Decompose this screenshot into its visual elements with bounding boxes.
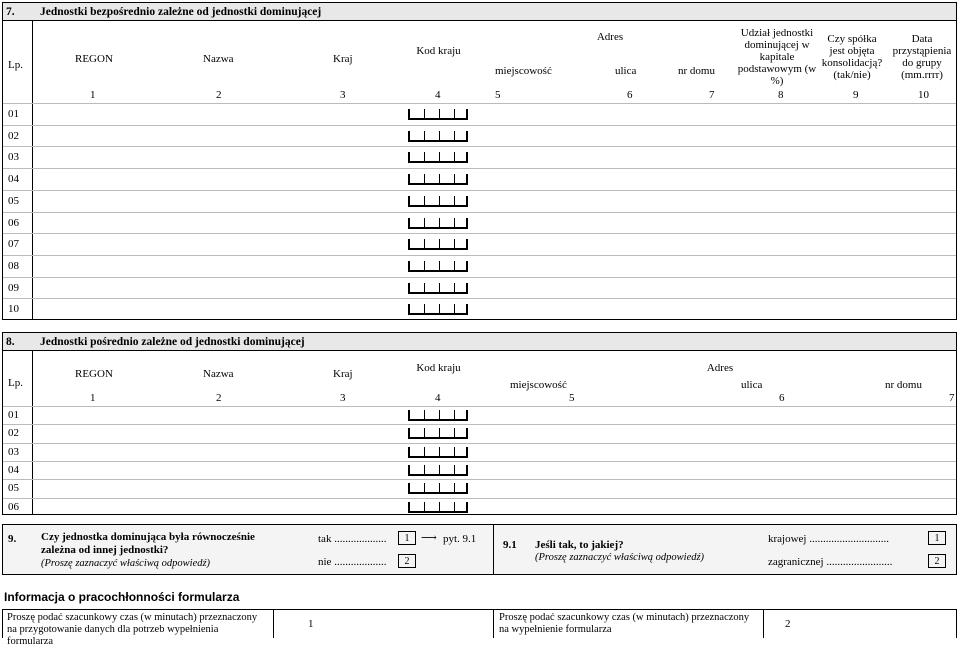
row-number: 01 xyxy=(8,409,19,421)
section-9 xyxy=(2,524,957,575)
miejscowosc-header: miejscowość xyxy=(495,65,552,77)
table-row xyxy=(3,233,956,256)
section-7-header xyxy=(3,3,956,21)
table-row xyxy=(3,103,956,126)
info-box xyxy=(2,609,957,647)
option-nie-label: nie ................... xyxy=(318,556,387,568)
section-8-number: 8. xyxy=(6,335,15,348)
option-zagranicznej-checkbox[interactable]: 2 xyxy=(928,554,946,568)
country-code-input[interactable] xyxy=(408,428,468,439)
country-code-input[interactable] xyxy=(408,483,468,494)
regon-header: REGON xyxy=(75,368,113,380)
country-code-input[interactable] xyxy=(408,304,468,315)
info-q2-input[interactable] xyxy=(799,610,957,638)
country-code-input[interactable] xyxy=(408,218,468,229)
data-header: Data przystąpienia do grupy (mm.rrrr) xyxy=(892,33,952,81)
table-row xyxy=(3,212,956,235)
ulica-header: ulica xyxy=(741,379,763,391)
row-number: 10 xyxy=(8,303,19,316)
info-question-2: Proszę podać szacunkowy czas (w minutach) przeznaczony na wypełnienie formularza xyxy=(499,612,750,635)
country-code-input[interactable] xyxy=(408,261,468,272)
section-9-number: 9. xyxy=(8,533,17,545)
info-q2-code: 2 xyxy=(785,618,791,630)
table-row xyxy=(3,298,956,321)
table-row xyxy=(3,125,956,148)
row-number: 07 xyxy=(8,238,19,251)
table-row xyxy=(3,406,956,425)
q91-hint: (Proszę zaznaczyć właściwą odpowiedź) xyxy=(535,552,705,563)
option-zagranicznej-label: zagranicznej ........................ xyxy=(768,556,893,568)
row-number: 06 xyxy=(8,500,19,513)
ulica-header: ulica xyxy=(615,65,637,77)
adres-header: Adres xyxy=(596,31,624,43)
kraj-header: Kraj xyxy=(333,368,353,380)
table-row xyxy=(3,255,956,278)
row-number: 05 xyxy=(8,482,19,495)
row-number: 06 xyxy=(8,216,19,229)
country-code-input[interactable] xyxy=(408,283,468,294)
country-code-input[interactable] xyxy=(408,502,468,513)
info-q1-code: 1 xyxy=(308,618,314,630)
arrow-right-icon: ⟶ xyxy=(421,532,437,544)
section-8 xyxy=(2,332,957,515)
info-title: Informacja o pracochłonności formularza xyxy=(4,590,240,604)
table-row xyxy=(3,443,956,462)
nr-domu-header: nr domu xyxy=(885,379,922,391)
kraj-header: Kraj xyxy=(333,53,353,65)
lp-header: Lp. xyxy=(8,59,23,71)
country-code-input[interactable] xyxy=(408,109,468,120)
kod-kraju-header: Kod kraju xyxy=(416,362,461,374)
kod-kraju-header: Kod kraju xyxy=(416,45,461,57)
section-8-title: Jednostki pośrednio zależne od jednostki dominującej xyxy=(40,335,305,348)
info-question-1: Proszę podać szacunkowy czas (w minutach) przeznaczony na przygotowanie danych dla potrzeb wypełnienia formularza xyxy=(7,612,258,647)
nazwa-header: Nazwa xyxy=(203,368,234,380)
option-tak-label: tak ................... xyxy=(318,533,387,545)
table-row xyxy=(3,146,956,169)
section-7-title: Jednostki bezpośrednio zależne od jednostki dominującej xyxy=(40,5,322,18)
table-row xyxy=(3,424,956,443)
section-7 xyxy=(2,2,957,320)
nazwa-header: Nazwa xyxy=(203,53,234,65)
option-tak-checkbox[interactable]: 1 xyxy=(398,531,416,545)
country-code-input[interactable] xyxy=(408,465,468,476)
table-row xyxy=(3,461,956,480)
section-9-hint: (Proszę zaznaczyć właściwą odpowiedź) xyxy=(41,558,211,569)
section-7-number: 7. xyxy=(6,5,15,18)
option-krajowej-checkbox[interactable]: 1 xyxy=(928,531,946,545)
q91-question: Jeśli tak, to jakiej? xyxy=(535,539,624,551)
column-numbers: 1 2 3 4 5 6 7 8 9 10 xyxy=(90,89,929,101)
table-row xyxy=(3,498,956,517)
goto-label: pyt. 9.1 xyxy=(443,533,477,545)
row-number: 08 xyxy=(8,259,19,272)
table-row xyxy=(3,190,956,213)
row-number: 02 xyxy=(8,129,19,142)
country-code-input[interactable] xyxy=(408,196,468,207)
row-number: 05 xyxy=(8,194,19,207)
regon-header: REGON xyxy=(75,53,113,65)
row-number: 03 xyxy=(8,151,19,164)
table-row xyxy=(3,277,956,300)
miejscowosc-header: miejscowość xyxy=(510,379,567,391)
option-krajowej-label: krajowej ............................. xyxy=(768,533,889,545)
q91-number: 9.1 xyxy=(503,539,517,551)
udzial-header: Udział jednostki dominującej w kapitale podstawowym (w %) xyxy=(737,27,817,87)
option-nie-checkbox[interactable]: 2 xyxy=(398,554,416,568)
country-code-input[interactable] xyxy=(408,152,468,163)
country-code-input[interactable] xyxy=(408,410,468,421)
row-number: 03 xyxy=(8,445,19,458)
info-q1-input[interactable] xyxy=(321,610,493,638)
lp-header: Lp. xyxy=(8,377,23,389)
country-code-input[interactable] xyxy=(408,131,468,142)
konsolidacja-header: Czy spółka jest objęta konsolidacją? (tak/nie) xyxy=(821,33,883,81)
section-8-header xyxy=(3,333,956,351)
table-row xyxy=(3,168,956,191)
table-row xyxy=(3,479,956,498)
row-number: 01 xyxy=(8,108,19,120)
section-9-question: Czy jednostka dominująca była równocześnie zależna od innej jednostki? xyxy=(41,531,255,556)
row-number: 04 xyxy=(8,173,19,186)
row-number: 09 xyxy=(8,281,19,294)
country-code-input[interactable] xyxy=(408,239,468,250)
country-code-input[interactable] xyxy=(408,174,468,185)
adres-header: Adres xyxy=(706,362,734,374)
column-numbers: 1 2 3 4 5 6 7 xyxy=(90,392,955,404)
row-number: 04 xyxy=(8,463,19,476)
country-code-input[interactable] xyxy=(408,447,468,458)
nr-domu-header: nr domu xyxy=(678,65,715,77)
row-number: 02 xyxy=(8,427,19,440)
